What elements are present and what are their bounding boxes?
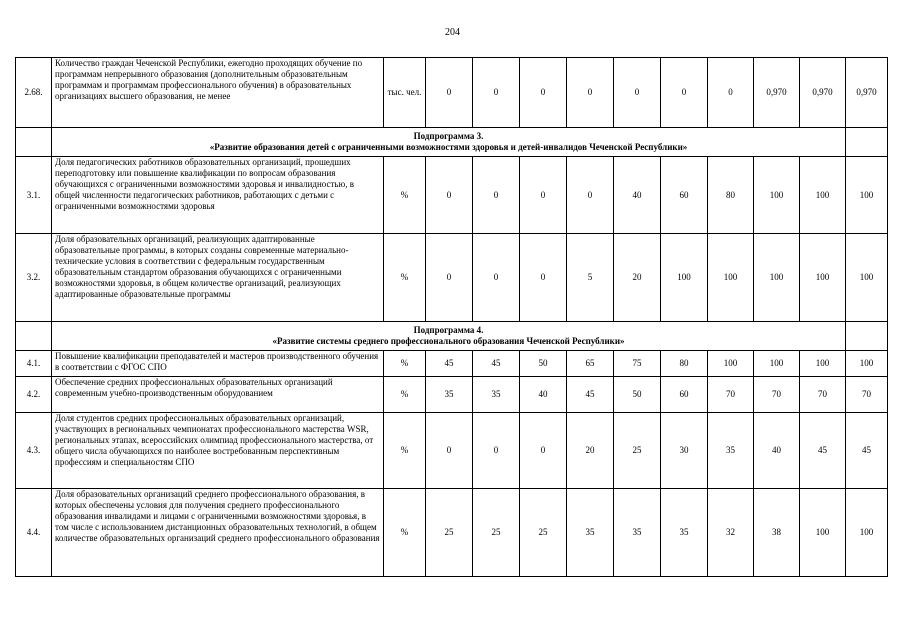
value-cell: 45 (473, 351, 520, 377)
value-cell: 0 (661, 58, 708, 128)
value-cell: 100 (754, 157, 800, 234)
table-row (16, 58, 888, 128)
value-cell: 45 (846, 413, 888, 489)
empty-cell (16, 128, 52, 157)
value-cell: 70 (708, 377, 754, 413)
table-row (16, 377, 888, 413)
value-cell: 25 (614, 413, 661, 489)
value-cell: 70 (754, 377, 800, 413)
unit-cell: % (384, 489, 426, 577)
value-cell: 0,970 (846, 58, 888, 128)
value-cell: 35 (708, 413, 754, 489)
table-row (16, 489, 888, 577)
page-number: 204 (445, 27, 460, 38)
value-cell: 80 (708, 157, 754, 234)
empty-cell (846, 322, 888, 351)
row-number: 2.68. (16, 58, 52, 128)
unit-cell: % (384, 413, 426, 489)
value-cell: 35 (473, 377, 520, 413)
value-cell: 25 (473, 489, 520, 577)
value-cell: 0 (567, 58, 614, 128)
value-cell: 30 (661, 413, 708, 489)
subprogram-subtitle: «Развитие образования детей с ограниченными возможностями здоровья и детей-инвалидов Чеченской Республики» (209, 142, 688, 152)
value-cell: 0 (426, 234, 473, 322)
value-cell: 100 (754, 234, 800, 322)
indicator-description: Доля педагогических работников образовательных организаций, прошедших переподготовку или повышение квалификации по вопросам образования обучающихся с ограниченными возможностями здоровья и инвалидностью, в общей численности педагогических работников, работающих с детьми с ограниченными возможностями здоровья (52, 157, 384, 234)
value-cell: 100 (846, 157, 888, 234)
value-cell: 20 (567, 413, 614, 489)
row-number: 3.2. (16, 234, 52, 322)
value-cell: 0 (426, 157, 473, 234)
value-cell: 100 (846, 351, 888, 377)
subprogram-title: Подпрограмма 4. (413, 325, 484, 335)
indicator-description: Количество граждан Чеченской Республики, ежегодно проходящих обучение по программам непрерывного образования (дополнительным образовательным программам и программам профессионального обучения) в образовательных организациях высшего образования, не менее (52, 58, 384, 128)
value-cell: 0 (473, 413, 520, 489)
value-cell: 0 (473, 58, 520, 128)
value-cell: 100 (661, 234, 708, 322)
row-number: 3.1. (16, 157, 52, 234)
indicator-description: Доля образовательных организаций, реализующих адаптированные образовательные программы, в которых созданы современные материально-технические условия в соответствии с федеральным государственным образовательным стандартом образования обучающихся с ограниченными возможностями здоровья, в общем количестве организаций, реализующих адаптированные образовательные программы (52, 234, 384, 322)
value-cell: 35 (614, 489, 661, 577)
value-cell: 70 (800, 377, 846, 413)
value-cell: 0 (473, 157, 520, 234)
value-cell: 25 (520, 489, 567, 577)
value-cell: 45 (567, 377, 614, 413)
value-cell: 0 (473, 234, 520, 322)
value-cell: 5 (567, 234, 614, 322)
unit-cell: % (384, 377, 426, 413)
value-cell: 0 (520, 234, 567, 322)
value-cell: 32 (708, 489, 754, 577)
value-cell: 100 (800, 157, 846, 234)
unit-cell: % (384, 234, 426, 322)
value-cell: 0 (426, 413, 473, 489)
table-row (16, 351, 888, 377)
row-number: 4.4. (16, 489, 52, 577)
table-row (16, 234, 888, 322)
subprogram-header-row (16, 128, 888, 157)
row-number: 4.3. (16, 413, 52, 489)
indicator-description: Доля студентов средних профессиональных образовательных организаций, участвующих в региональных чемпионатах профессионального мастерства WSR, региональных этапах, всероссийских олимпиад профессионального мастерства, от общего числа обучающихся по наиболее востребованным перспективным профессиям и специальностям СПО (52, 413, 384, 489)
value-cell: 0 (426, 58, 473, 128)
subprogram-header (52, 322, 846, 351)
value-cell: 0 (614, 58, 661, 128)
value-cell: 70 (846, 377, 888, 413)
value-cell: 100 (800, 234, 846, 322)
value-cell: 38 (754, 489, 800, 577)
value-cell: 45 (426, 351, 473, 377)
value-cell: 75 (614, 351, 661, 377)
value-cell: 40 (520, 377, 567, 413)
indicator-description: Доля образовательных организаций среднего профессионального образования, в которых обеспечены условия для получения среднего профессионального образования инвалидами и лицами с ограниченными возможностями здоровья, в том числе с использованием дистанционных образовательных технологий, в общем количестве образовательных организаций среднего профессионального образования (52, 489, 384, 577)
table-row (16, 157, 888, 234)
empty-cell (16, 322, 52, 351)
value-cell: 100 (846, 489, 888, 577)
value-cell: 40 (754, 413, 800, 489)
value-cell: 65 (567, 351, 614, 377)
value-cell: 100 (754, 351, 800, 377)
row-number: 4.2. (16, 377, 52, 413)
value-cell: 50 (520, 351, 567, 377)
value-cell: 60 (661, 157, 708, 234)
value-cell: 100 (800, 489, 846, 577)
subprogram-title: Подпрограмма 3. (413, 131, 484, 141)
value-cell: 100 (708, 351, 754, 377)
empty-cell (846, 128, 888, 157)
value-cell: 100 (708, 234, 754, 322)
row-number: 4.1. (16, 351, 52, 377)
subprogram-header-row (16, 322, 888, 351)
value-cell: 45 (800, 413, 846, 489)
value-cell: 0,970 (754, 58, 800, 128)
indicators-table (15, 57, 888, 577)
indicator-description: Повышение квалификации преподавателей и мастеров производственного обучения в соответствии с ФГОС СПО (52, 351, 384, 377)
value-cell: 0,970 (800, 58, 846, 128)
value-cell: 0 (567, 157, 614, 234)
value-cell: 20 (614, 234, 661, 322)
value-cell: 25 (426, 489, 473, 577)
unit-cell: % (384, 157, 426, 234)
value-cell: 80 (661, 351, 708, 377)
value-cell: 60 (661, 377, 708, 413)
value-cell: 35 (426, 377, 473, 413)
value-cell: 35 (567, 489, 614, 577)
value-cell: 0 (708, 58, 754, 128)
value-cell: 0 (520, 413, 567, 489)
value-cell: 0 (520, 157, 567, 234)
value-cell: 0 (520, 58, 567, 128)
value-cell: 100 (846, 234, 888, 322)
value-cell: 40 (614, 157, 661, 234)
value-cell: 100 (800, 351, 846, 377)
value-cell: 35 (661, 489, 708, 577)
table-row (16, 413, 888, 489)
subprogram-header (52, 128, 846, 157)
unit-cell: % (384, 351, 426, 377)
indicator-description: Обеспечение средних профессиональных образовательных организаций современным учебно-производственным оборудованием (52, 377, 384, 413)
value-cell: 50 (614, 377, 661, 413)
subprogram-subtitle: «Развитие системы среднего профессионального образования Чеченской Республики» (272, 336, 625, 346)
unit-cell: тыс. чел. (384, 58, 426, 128)
